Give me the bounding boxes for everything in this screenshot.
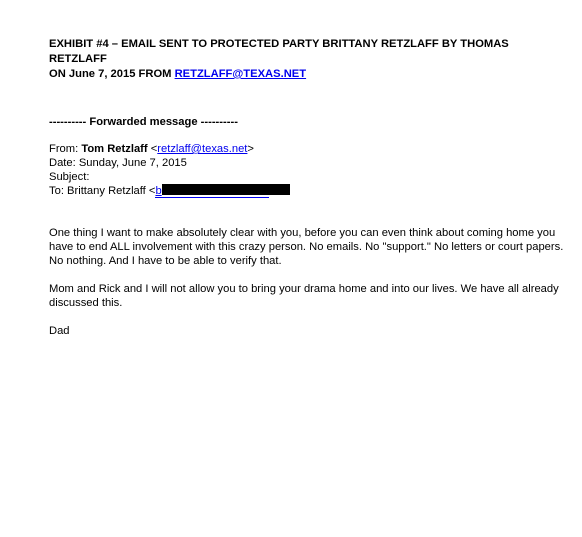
from-address-link[interactable]: retzlaff@texas.net xyxy=(157,143,248,155)
email-body-paragraph-1: One thing I want to make absolutely clear with you, before you can even think about coming home you have to end ALL involvement with this crazy person. No emails. No "support." No letters or court papers. No nothing. And I have to be able to verify that. xyxy=(49,227,564,267)
to-label: To: Brittany Retzlaff < xyxy=(49,185,156,197)
email-subject-line: Subject: xyxy=(49,171,90,183)
email-to-line xyxy=(49,184,569,198)
from-label: From: xyxy=(49,143,82,155)
forwarded-message-banner: ---------- Forwarded message ---------- xyxy=(49,116,238,128)
exhibit-email-link[interactable]: RETZLAFF@TEXAS.NET xyxy=(174,68,307,80)
email-signature: Dad xyxy=(49,325,70,337)
from-address-close: > xyxy=(247,143,254,155)
exhibit-title xyxy=(49,37,569,82)
email-from-line xyxy=(49,142,569,156)
document-page xyxy=(49,37,569,338)
to-address-link-start[interactable]: b xyxy=(155,185,162,197)
redacted-link-underline xyxy=(155,197,269,198)
email-body-paragraph-2: Mom and Rick and I will not allow you to bring your drama home and into our lives. We have all already discussed this. xyxy=(49,283,559,309)
from-address-open: < xyxy=(147,143,158,155)
email-headers xyxy=(49,142,569,198)
from-name: Tom Retzlaff xyxy=(81,143,148,155)
exhibit-title-line1: EXHIBIT #4 – EMAIL SENT TO PROTECTED PARTY BRITTANY RETZLAFF BY THOMAS RETZLAFF xyxy=(49,38,509,65)
redaction-bar xyxy=(162,184,290,195)
exhibit-title-line2-prefix: ON June 7, 2015 FROM xyxy=(49,68,175,80)
to-address-redacted xyxy=(155,184,289,198)
email-date-line: Date: Sunday, June 7, 2015 xyxy=(49,157,187,169)
